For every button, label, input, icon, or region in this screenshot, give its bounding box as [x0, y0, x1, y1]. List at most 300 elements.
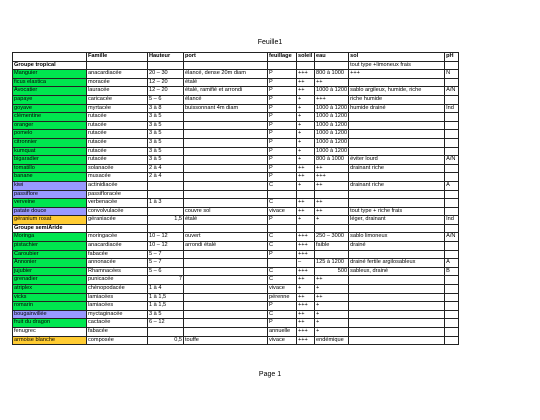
sol-cell[interactable]	[349, 302, 445, 311]
ph-cell[interactable]: Ind	[445, 104, 459, 113]
soleil-cell[interactable]: +	[297, 285, 315, 294]
eau-cell[interactable]: 500	[315, 267, 349, 276]
hauteur-cell[interactable]: 12 – 20	[148, 78, 184, 87]
eau-cell[interactable]: ++	[315, 207, 349, 216]
port-cell[interactable]: élancé, dense 20m diam	[184, 70, 268, 79]
famille-cell[interactable]: caricacée	[87, 95, 148, 104]
hauteur-cell[interactable]: 3 à 5	[148, 121, 184, 130]
hauteur-cell[interactable]: 1 à 4	[148, 285, 184, 294]
feuillage-cell[interactable]: P	[268, 319, 297, 328]
famille-cell[interactable]: verbenacée	[87, 199, 148, 208]
sol-cell[interactable]: drainant riche	[349, 181, 445, 190]
feuillage-cell[interactable]: P	[268, 87, 297, 96]
feuillage-cell[interactable]: C	[268, 267, 297, 276]
eau-cell[interactable]: +	[315, 302, 349, 311]
hauteur-cell[interactable]: 3 à 5	[148, 130, 184, 139]
port-cell[interactable]	[184, 310, 268, 319]
hauteur-cell[interactable]: 10 – 12	[148, 233, 184, 242]
hauteur-cell[interactable]: 5 – 7	[148, 250, 184, 259]
plant-name-cell[interactable]: kiwi	[13, 181, 87, 190]
plant-name-cell[interactable]: Manguier	[13, 70, 87, 79]
soleil-cell[interactable]: +++	[297, 267, 315, 276]
port-cell[interactable]	[184, 181, 268, 190]
port-cell[interactable]: ouvert	[184, 233, 268, 242]
famille-cell[interactable]: rutacée	[87, 121, 148, 130]
eau-cell[interactable]: 1000 à 1200	[315, 138, 349, 147]
feuillage-cell[interactable]: P	[268, 113, 297, 122]
feuillage-cell[interactable]: P	[268, 164, 297, 173]
eau-cell[interactable]: 1000 à 1200	[315, 87, 349, 96]
feuillage-cell[interactable]: C	[268, 181, 297, 190]
plant-name-cell[interactable]: vicks	[13, 293, 87, 302]
plant-name-cell[interactable]: grenadier	[13, 276, 87, 285]
famille-cell[interactable]: géraniacée	[87, 216, 148, 225]
soleil-cell[interactable]: ++	[297, 319, 315, 328]
famille-cell[interactable]: anacardiacée	[87, 242, 148, 251]
plant-name-cell[interactable]: kumquat	[13, 147, 87, 156]
eau-cell[interactable]: ++	[315, 199, 349, 208]
port-cell[interactable]	[184, 328, 268, 337]
hauteur-cell[interactable]: 1 à 1,5	[148, 293, 184, 302]
feuillage-cell[interactable]: C	[268, 276, 297, 285]
hauteur-cell[interactable]: 5 – 7	[148, 259, 184, 268]
port-cell[interactable]	[184, 121, 268, 130]
feuillage-cell[interactable]: C	[268, 199, 297, 208]
hauteur-cell[interactable]: 3 à 8	[148, 104, 184, 113]
port-cell[interactable]	[184, 250, 268, 259]
port-cell[interactable]	[184, 293, 268, 302]
plant-name-cell[interactable]: ficus elastica	[13, 78, 87, 87]
eau-cell[interactable]: +	[315, 328, 349, 337]
port-cell[interactable]	[184, 319, 268, 328]
feuillage-cell[interactable]: C	[268, 310, 297, 319]
column-header[interactable]: eau	[315, 53, 349, 62]
soleil-cell[interactable]: +	[297, 216, 315, 225]
soleil-cell[interactable]: +++	[297, 233, 315, 242]
famille-cell[interactable]: cactacée	[87, 319, 148, 328]
eau-cell[interactable]: 1000 à 1200	[315, 147, 349, 156]
feuillage-cell[interactable]	[268, 259, 297, 268]
soleil-cell[interactable]: ++	[297, 78, 315, 87]
sol-cell[interactable]: sableux, drainé	[349, 267, 445, 276]
eau-cell[interactable]: 800 à 1000	[315, 156, 349, 165]
ph-cell[interactable]	[445, 293, 459, 302]
ph-cell[interactable]: B	[445, 267, 459, 276]
sol-cell[interactable]	[349, 250, 445, 259]
soleil-cell[interactable]: +	[297, 156, 315, 165]
sol-cell[interactable]	[349, 310, 445, 319]
eau-cell[interactable]: +++	[315, 95, 349, 104]
famille-cell[interactable]: musacée	[87, 173, 148, 182]
sol-cell[interactable]	[349, 78, 445, 87]
feuillage-cell[interactable]: P	[268, 156, 297, 165]
plant-name-cell[interactable]: armoise blanche	[13, 336, 87, 345]
hauteur-cell[interactable]: 1 à 1,5	[148, 302, 184, 311]
port-cell[interactable]: étalé	[184, 78, 268, 87]
soleil-cell[interactable]: ++	[297, 199, 315, 208]
hauteur-cell[interactable]: 12 – 20	[148, 87, 184, 96]
feuillage-cell[interactable]: P	[268, 95, 297, 104]
hauteur-cell[interactable]: 1 à 3	[148, 199, 184, 208]
port-cell[interactable]	[184, 130, 268, 139]
eau-cell[interactable]: 250 – 3000	[315, 233, 349, 242]
ph-cell[interactable]	[445, 61, 459, 70]
port-cell[interactable]	[184, 61, 268, 70]
port-cell[interactable]	[184, 190, 268, 199]
hauteur-cell[interactable]: 5 – 6	[148, 95, 184, 104]
ph-cell[interactable]	[445, 310, 459, 319]
soleil-cell[interactable]: ++	[297, 87, 315, 96]
famille-cell[interactable]: convolvulacée	[87, 207, 148, 216]
soleil-cell[interactable]: +	[297, 113, 315, 122]
eau-cell[interactable]: +++	[315, 173, 349, 182]
eau-cell[interactable]: +	[315, 310, 349, 319]
plant-name-cell[interactable]: romarin	[13, 302, 87, 311]
soleil-cell[interactable]	[297, 190, 315, 199]
hauteur-cell[interactable]: 2 à 4	[148, 173, 184, 182]
sol-cell[interactable]	[349, 328, 445, 337]
soleil-cell[interactable]: +	[297, 138, 315, 147]
soleil-cell[interactable]: +	[297, 95, 315, 104]
hauteur-cell[interactable]: 1,5	[148, 216, 184, 225]
ph-cell[interactable]	[445, 173, 459, 182]
hauteur-cell[interactable]: 10 – 12	[148, 242, 184, 251]
feuillage-cell[interactable]	[268, 224, 297, 233]
eau-cell[interactable]: 125 à 1200	[315, 259, 349, 268]
plant-name-cell[interactable]: jujubier	[13, 267, 87, 276]
feuillage-cell[interactable]: P	[268, 173, 297, 182]
hauteur-cell[interactable]: 2 à 4	[148, 164, 184, 173]
eau-cell[interactable]	[315, 250, 349, 259]
soleil-cell[interactable]	[297, 224, 315, 233]
ph-cell[interactable]	[445, 95, 459, 104]
plant-name-cell[interactable]: papaye	[13, 95, 87, 104]
plant-name-cell[interactable]: goyave	[13, 104, 87, 113]
port-cell[interactable]	[184, 285, 268, 294]
sol-cell[interactable]: drainé	[349, 242, 445, 251]
column-header[interactable]: Famille	[87, 53, 148, 62]
plant-name-cell[interactable]: pomelo	[13, 130, 87, 139]
ph-cell[interactable]	[445, 302, 459, 311]
famille-cell[interactable]: solanacée	[87, 164, 148, 173]
plant-name-cell[interactable]: clémentine	[13, 113, 87, 122]
soleil-cell[interactable]: +++	[297, 302, 315, 311]
feuillage-cell[interactable]: P	[268, 147, 297, 156]
ph-cell[interactable]	[445, 328, 459, 337]
famille-cell[interactable]: myrtacée	[87, 104, 148, 113]
ph-cell[interactable]	[445, 199, 459, 208]
port-cell[interactable]	[184, 173, 268, 182]
ph-cell[interactable]: A/N	[445, 233, 459, 242]
ph-cell[interactable]	[445, 147, 459, 156]
ph-cell[interactable]	[445, 113, 459, 122]
column-header[interactable]: pH	[445, 53, 459, 62]
feuillage-cell[interactable]: C	[268, 242, 297, 251]
soleil-cell[interactable]: +	[297, 181, 315, 190]
eau-cell[interactable]: 1000 à 1200	[315, 121, 349, 130]
sol-cell[interactable]	[349, 199, 445, 208]
ph-cell[interactable]: Ind	[445, 216, 459, 225]
plant-name-cell[interactable]: fenugrec	[13, 328, 87, 337]
feuillage-cell[interactable]: annuelle	[268, 328, 297, 337]
column-header[interactable]: port	[184, 53, 268, 62]
eau-cell[interactable]	[315, 61, 349, 70]
hauteur-cell[interactable]: 3 à 5	[148, 156, 184, 165]
plant-name-cell[interactable]: Groupe tropical	[13, 61, 87, 70]
sol-cell[interactable]: tout type +limoneux frais	[349, 61, 445, 70]
feuillage-cell[interactable]	[268, 61, 297, 70]
feuillage-cell[interactable]: P	[268, 130, 297, 139]
ph-cell[interactable]	[445, 242, 459, 251]
feuillage-cell[interactable]: P	[268, 121, 297, 130]
sol-cell[interactable]	[349, 121, 445, 130]
famille-cell[interactable]: lamiacées	[87, 302, 148, 311]
soleil-cell[interactable]: +++	[297, 328, 315, 337]
sol-cell[interactable]	[349, 147, 445, 156]
famille-cell[interactable]: fabacée	[87, 250, 148, 259]
sol-cell[interactable]	[349, 113, 445, 122]
plant-name-cell[interactable]: bougainvillée	[13, 310, 87, 319]
eau-cell[interactable]: 1000 à 1200	[315, 130, 349, 139]
eau-cell[interactable]: 800 à 1000	[315, 70, 349, 79]
hauteur-cell[interactable]: 3 à 5	[148, 310, 184, 319]
famille-cell[interactable]: fabacée	[87, 328, 148, 337]
plant-name-cell[interactable]: banane	[13, 173, 87, 182]
hauteur-cell[interactable]	[148, 328, 184, 337]
feuillage-cell[interactable]: vivace	[268, 285, 297, 294]
feuillage-cell[interactable]: P	[268, 138, 297, 147]
feuillage-cell[interactable]: pérenne	[268, 293, 297, 302]
soleil-cell[interactable]: ++	[297, 173, 315, 182]
hauteur-cell[interactable]: 3 à 5	[148, 113, 184, 122]
port-cell[interactable]	[184, 113, 268, 122]
soleil-cell[interactable]: +++	[297, 336, 315, 345]
hauteur-cell[interactable]: 7	[148, 276, 184, 285]
eau-cell[interactable]: ++	[315, 293, 349, 302]
sol-cell[interactable]	[349, 130, 445, 139]
sol-cell[interactable]	[349, 190, 445, 199]
ph-cell[interactable]	[445, 138, 459, 147]
port-cell[interactable]: arrondi étalé	[184, 242, 268, 251]
port-cell[interactable]	[184, 267, 268, 276]
soleil-cell[interactable]: +	[297, 130, 315, 139]
sol-cell[interactable]	[349, 285, 445, 294]
ph-cell[interactable]	[445, 121, 459, 130]
sol-cell[interactable]	[349, 276, 445, 285]
sol-cell[interactable]: humide drainé	[349, 104, 445, 113]
sol-cell[interactable]: éviter lourd	[349, 156, 445, 165]
port-cell[interactable]	[184, 259, 268, 268]
plant-name-cell[interactable]: pistachier	[13, 242, 87, 251]
feuillage-cell[interactable]: C	[268, 233, 297, 242]
sol-cell[interactable]: +++	[349, 70, 445, 79]
sol-cell[interactable]: riche humide	[349, 95, 445, 104]
soleil-cell[interactable]	[297, 61, 315, 70]
feuillage-cell[interactable]: P	[268, 78, 297, 87]
eau-cell[interactable]: ++	[315, 181, 349, 190]
plant-name-cell[interactable]: géranium rosat	[13, 216, 87, 225]
famille-cell[interactable]: annonacée	[87, 259, 148, 268]
eau-cell[interactable]	[315, 190, 349, 199]
ph-cell[interactable]: A	[445, 181, 459, 190]
eau-cell[interactable]	[315, 224, 349, 233]
famille-cell[interactable]: moracée	[87, 78, 148, 87]
ph-cell[interactable]	[445, 319, 459, 328]
eau-cell[interactable]: +	[315, 285, 349, 294]
plant-name-cell[interactable]: Groupe semiAride	[13, 224, 87, 233]
port-cell[interactable]: étalé	[184, 216, 268, 225]
soleil-cell[interactable]: +++	[297, 242, 315, 251]
ph-cell[interactable]	[445, 224, 459, 233]
ph-cell[interactable]: N	[445, 70, 459, 79]
plant-name-cell[interactable]: fruit du dragon	[13, 319, 87, 328]
ph-cell[interactable]: A	[445, 259, 459, 268]
eau-cell[interactable]: +	[315, 319, 349, 328]
sol-cell[interactable]: sablo limoneux	[349, 233, 445, 242]
soleil-cell[interactable]: ++	[297, 207, 315, 216]
famille-cell[interactable]: lamiacées	[87, 293, 148, 302]
ph-cell[interactable]	[445, 130, 459, 139]
port-cell[interactable]	[184, 138, 268, 147]
port-cell[interactable]: buissonnant 4m diam	[184, 104, 268, 113]
sol-cell[interactable]	[349, 336, 445, 345]
plant-name-cell[interactable]: Annonier	[13, 259, 87, 268]
feuillage-cell[interactable]	[268, 190, 297, 199]
feuillage-cell[interactable]: P	[268, 104, 297, 113]
plant-name-cell[interactable]: passiflore	[13, 190, 87, 199]
sol-cell[interactable]: sablo argileux, humide, riche	[349, 87, 445, 96]
ph-cell[interactable]	[445, 164, 459, 173]
famille-cell[interactable]	[87, 224, 148, 233]
soleil-cell[interactable]: +++	[297, 250, 315, 259]
sol-cell[interactable]	[349, 173, 445, 182]
ph-cell[interactable]	[445, 190, 459, 199]
famille-cell[interactable]: rutacée	[87, 138, 148, 147]
feuillage-cell[interactable]: P	[268, 302, 297, 311]
feuillage-cell[interactable]: P	[268, 250, 297, 259]
port-cell[interactable]	[184, 199, 268, 208]
hauteur-cell[interactable]	[148, 190, 184, 199]
famille-cell[interactable]: passifloracée	[87, 190, 148, 199]
famille-cell[interactable]: composée	[87, 336, 148, 345]
soleil-cell[interactable]: –	[297, 259, 315, 268]
hauteur-cell[interactable]: 20 – 30	[148, 70, 184, 79]
eau-cell[interactable]: ++	[315, 164, 349, 173]
plant-name-cell[interactable]: oranger	[13, 121, 87, 130]
famille-cell[interactable]: rutacée	[87, 113, 148, 122]
plant-name-cell[interactable]: bigaradier	[13, 156, 87, 165]
plant-name-cell[interactable]: Moringa	[13, 233, 87, 242]
column-header[interactable]: soleil	[297, 53, 315, 62]
ph-cell[interactable]: A/N	[445, 156, 459, 165]
eau-cell[interactable]: endémique	[315, 336, 349, 345]
ph-cell[interactable]	[445, 207, 459, 216]
port-cell[interactable]: étalé, ramifié et arrondi	[184, 87, 268, 96]
feuillage-cell[interactable]: vivace	[268, 207, 297, 216]
famille-cell[interactable]: lauracée	[87, 87, 148, 96]
plant-name-cell[interactable]: patate douce	[13, 207, 87, 216]
sol-cell[interactable]	[349, 293, 445, 302]
famille-cell[interactable]: actinidiacée	[87, 181, 148, 190]
ph-cell[interactable]	[445, 250, 459, 259]
sol-cell[interactable]: léger, drainant	[349, 216, 445, 225]
soleil-cell[interactable]: +	[297, 121, 315, 130]
famille-cell[interactable]: punicacée	[87, 276, 148, 285]
plant-name-cell[interactable]: citronnier	[13, 138, 87, 147]
column-header[interactable]: Hauteur	[148, 53, 184, 62]
hauteur-cell[interactable]: 3 à 5	[148, 147, 184, 156]
eau-cell[interactable]: ++	[315, 276, 349, 285]
famille-cell[interactable]: rutacée	[87, 147, 148, 156]
column-header[interactable]: sol	[349, 53, 445, 62]
ph-cell[interactable]: A/N	[445, 87, 459, 96]
soleil-cell[interactable]: +++	[297, 70, 315, 79]
famille-cell[interactable]: Rhamnacées	[87, 267, 148, 276]
famille-cell[interactable]: chénopodacée	[87, 285, 148, 294]
plant-name-cell[interactable]: verveine	[13, 199, 87, 208]
famille-cell[interactable]: rutacée	[87, 130, 148, 139]
port-cell[interactable]	[184, 164, 268, 173]
column-header[interactable]	[13, 53, 87, 62]
soleil-cell[interactable]: ++	[297, 276, 315, 285]
plant-name-cell[interactable]: tomatillo	[13, 164, 87, 173]
hauteur-cell[interactable]	[148, 61, 184, 70]
plant-name-cell[interactable]: atriplex	[13, 285, 87, 294]
soleil-cell[interactable]: +	[297, 104, 315, 113]
plant-name-cell[interactable]: Avocatier	[13, 87, 87, 96]
sol-cell[interactable]: drainé fertile argilosableux	[349, 259, 445, 268]
hauteur-cell[interactable]	[148, 181, 184, 190]
soleil-cell[interactable]: ++	[297, 293, 315, 302]
famille-cell[interactable]: anacardiacée	[87, 70, 148, 79]
eau-cell[interactable]: 1000 à 1200	[315, 113, 349, 122]
ph-cell[interactable]	[445, 276, 459, 285]
port-cell[interactable]	[184, 147, 268, 156]
hauteur-cell[interactable]	[148, 207, 184, 216]
hauteur-cell[interactable]: 6 – 12	[148, 319, 184, 328]
eau-cell[interactable]: 1000 à 1200	[315, 104, 349, 113]
plant-name-cell[interactable]: Caroubier	[13, 250, 87, 259]
sol-cell[interactable]	[349, 319, 445, 328]
soleil-cell[interactable]: +	[297, 147, 315, 156]
eau-cell[interactable]: faible	[315, 242, 349, 251]
famille-cell[interactable]: myctaginacée	[87, 310, 148, 319]
sol-cell[interactable]: tout type + riche frais	[349, 207, 445, 216]
hauteur-cell[interactable]: 3 à 5	[148, 138, 184, 147]
port-cell[interactable]: élancé	[184, 95, 268, 104]
port-cell[interactable]	[184, 224, 268, 233]
ph-cell[interactable]	[445, 78, 459, 87]
hauteur-cell[interactable]	[148, 224, 184, 233]
famille-cell[interactable]: moringacée	[87, 233, 148, 242]
soleil-cell[interactable]: ++	[297, 310, 315, 319]
feuillage-cell[interactable]: P	[268, 216, 297, 225]
column-header[interactable]: feuillage	[268, 53, 297, 62]
sol-cell[interactable]	[349, 224, 445, 233]
famille-cell[interactable]	[87, 61, 148, 70]
ph-cell[interactable]	[445, 285, 459, 294]
feuillage-cell[interactable]: P	[268, 70, 297, 79]
port-cell[interactable]	[184, 302, 268, 311]
port-cell[interactable]: couvre sol	[184, 207, 268, 216]
sol-cell[interactable]	[349, 138, 445, 147]
soleil-cell[interactable]: ++	[297, 164, 315, 173]
ph-cell[interactable]	[445, 336, 459, 345]
port-cell[interactable]	[184, 156, 268, 165]
hauteur-cell[interactable]: 5 – 6	[148, 267, 184, 276]
hauteur-cell[interactable]: 0,5	[148, 336, 184, 345]
famille-cell[interactable]: rutacée	[87, 156, 148, 165]
